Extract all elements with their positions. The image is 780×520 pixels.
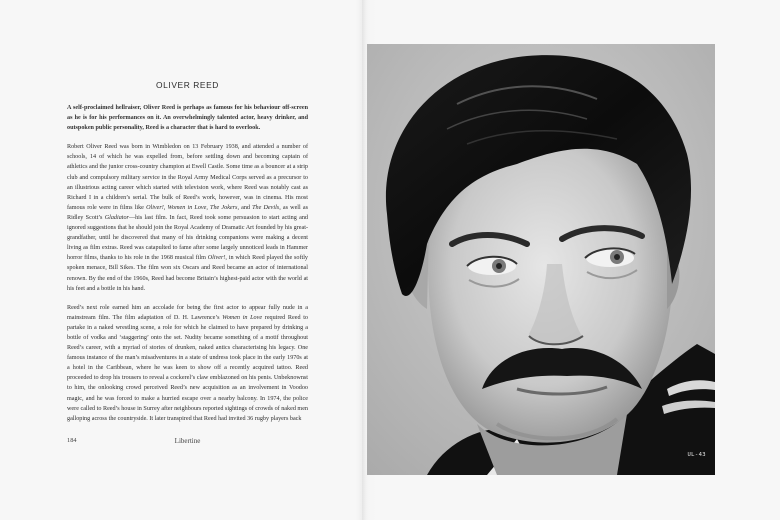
- page-number: 184: [67, 437, 77, 444]
- text-run: , in which Reed played the softly spoken menace, Bill Sikes. The film won six Oscars and Reed became an actor of international renown. By the end of the 1960s, Reed had become Britain’s highest-paid actor with the world at his feet and a bottle in his hand.: [67, 255, 308, 292]
- intro-paragraph: A self-proclaimed hellraiser, Oliver Reed is perhaps as famous for his behaviour off-screen as he is for his performances on it. An overwhelmingly talented actor, heavy drinker, and outspoken public personality, Reed is a character that is hard to overlook.: [67, 105, 308, 132]
- page-footer: [67, 437, 308, 447]
- body-paragraph-1: [67, 142, 308, 293]
- left-page: [0, 0, 362, 520]
- photo-reference-code: UL-43: [687, 452, 706, 458]
- body-paragraph-2: [67, 303, 308, 424]
- text-run: —his last film. In fact, Reed took some persuasion to start acting and ignored suggestions that he should join the Royal Academy of Dramatic Art founded by his great-grandfather, until he discovered that many of his drinking companions were making a decent living as film extras. Reed was catapulted to fame after some largely unnoticed leads in Hammer horror films, thanks to his role in the 1968 musical film: [67, 214, 308, 262]
- film-title: Oliver!: [146, 204, 164, 211]
- text-run: required Reed to partake in a naked wrestling scene, a role for which he claimed to have prepared by drinking a bottle of vodka and ‘staggering’ onto the set. Nudity became something of a motif throughout Reed’s career, with a myriad of stories of drunken, naked antics characterising his legacy. One famous instance of the man’s misadventures in a state of undress took place in the early 1970s at a hotel in the Caribbean, where he was keen to show off a recently acquired tattoo. Reed proceeded to drop his trousers to reveal a cockerel’s claw emblazoned on his penis. Unbeknownst to him, the onlooking crowd perceived Reed’s new acquisition as an involvement in Voodoo magic, and he was forced to make a hurried escape over a nearby balcony. In 1974, the police were called to Reed’s house in Surrey after neighbours reported sightings of crowds of naked men galloping across the countryside. It later transpired that Reed had invited 36 rugby players back: [67, 314, 308, 422]
- text-run: Robert Oliver Reed was born in Wimbledon on 13 February 1938, and attended a number of schools, 14 of which he was expelled from, before settling down and becoming captain of athletics and the junior cross-country champion at Ewell Castle. Some time as a bouncer at a strip club and compulsory military service in the Royal Army Medical Corps served as a precursor to an illustrious acting career which started with television work, where Reed was notably cast as Richard I in a children’s serial. The bulk of Reed’s work, however, was in cinema. His most famous role were in films like: [67, 144, 308, 211]
- film-title: Oliver!: [207, 255, 226, 262]
- film-title: The Devils: [252, 204, 280, 211]
- gutter-shadow: [356, 0, 366, 520]
- film-title: Gladiator: [104, 214, 129, 221]
- text-run: , as well as Ridley Scott’s: [67, 204, 308, 221]
- film-title: The Jokers: [210, 204, 238, 211]
- portrait-illustration: [367, 44, 715, 475]
- film-title: Women in Love: [222, 314, 263, 321]
- running-head: Libertine: [174, 437, 201, 445]
- portrait-photo: [367, 44, 715, 475]
- chapter-title: OLIVER REED: [156, 80, 219, 90]
- text-run: ,: [163, 204, 168, 211]
- text-run: ,: [206, 204, 211, 211]
- text-run: , and: [237, 204, 253, 211]
- text-column: [67, 80, 308, 433]
- film-title: Women in Love: [167, 204, 207, 211]
- text-run: Reed’s next role earned him an accolade for being the first actor to appear fully nude in a mainstream film. The film adaptation of D. H. Lawrence’s: [67, 304, 308, 321]
